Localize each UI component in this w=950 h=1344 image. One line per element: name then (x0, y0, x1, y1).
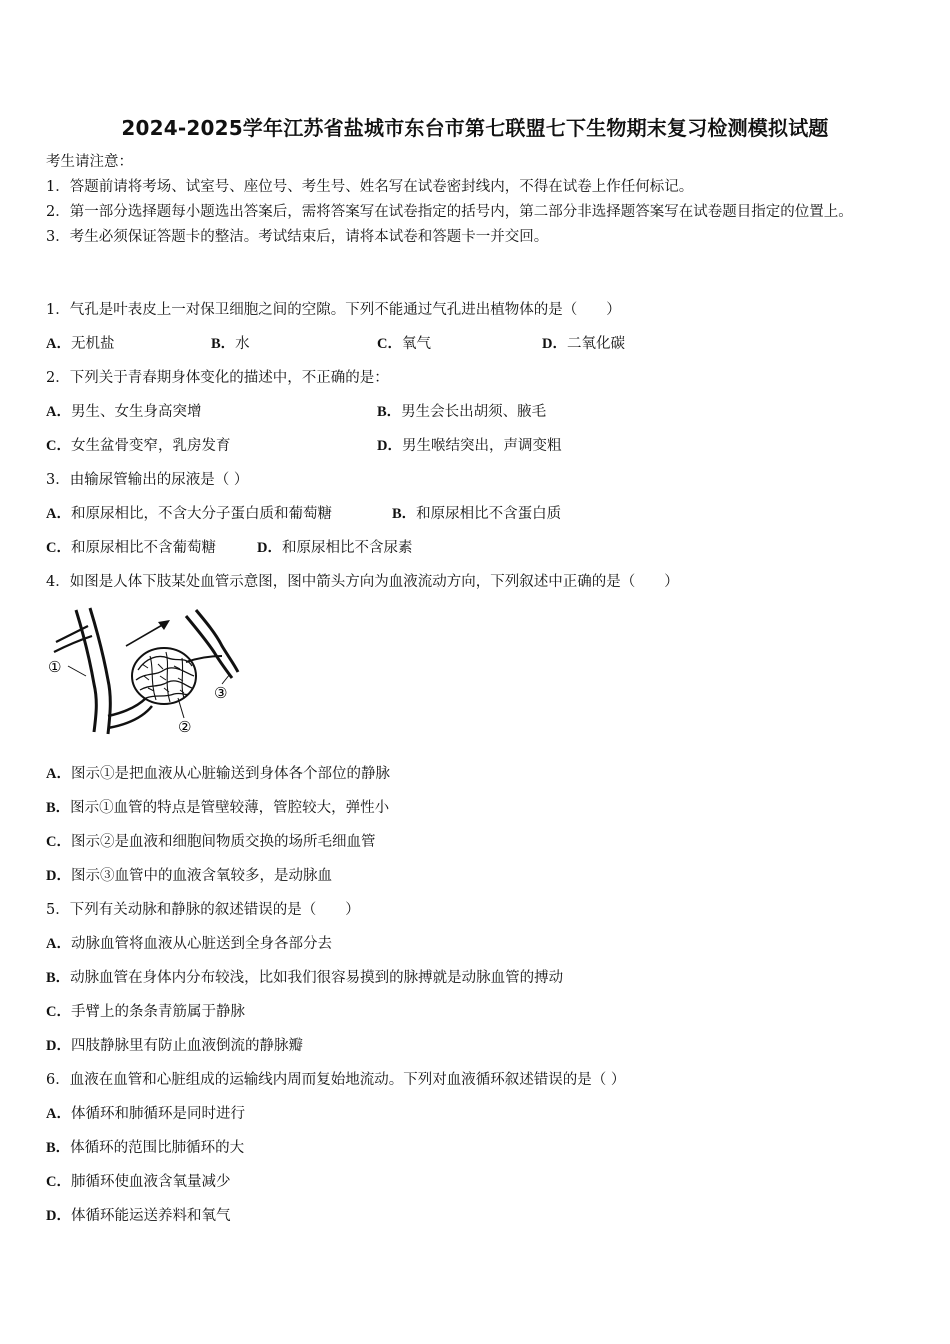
option-d[interactable]: D．四肢静脉里有防止血液倒流的静脉瓣 (46, 1038, 303, 1054)
option-b[interactable]: B．体循环的范围比肺循环的大 (46, 1140, 245, 1156)
option-d[interactable]: D．男生喉结突出，声调变粗 (377, 438, 562, 454)
notice-item: 2．第一部分选择题每小题选出答案后，需将答案写在试卷指定的括号内，第二部分非选择题答案写在试卷题目指定的位置上。 (46, 204, 853, 220)
question-4-stem: 4．如图是人体下肢某处血管示意图，图中箭头方向为血液流动方向，下列叙述中正确的是（ ） (46, 574, 679, 590)
notice-item: 1．答题前请将考场、试室号、座位号、考生号、姓名写在试卷密封线内，不得在试卷上作任何标记。 (46, 179, 694, 195)
option-c[interactable]: C．女生盆骨变窄，乳房发育 (46, 438, 231, 454)
figure-label-2: ② (178, 718, 192, 736)
figure-label-1: ① (48, 658, 62, 676)
question-2-stem: 2．下列关于青春期身体变化的描述中，不正确的是： (46, 370, 389, 386)
option-d[interactable]: D．图示③血管中的血液含氧较多，是动脉血 (46, 868, 332, 884)
label-leader (178, 698, 184, 718)
option-c[interactable]: C．和原尿相比不含葡萄糖 (46, 540, 216, 556)
option-b[interactable]: B．和原尿相比不含蛋白质 (392, 506, 562, 522)
question-5-stem: 5．下列有关动脉和静脉的叙述错误的是（ ） (46, 902, 360, 918)
label-leader (68, 666, 86, 676)
option-b[interactable]: B．图示①血管的特点是管壁较薄，管腔较大，弹性小 (46, 800, 390, 816)
option-c[interactable]: C．手臂上的条条青筋属于静脉 (46, 1004, 245, 1020)
label-leader (222, 674, 230, 684)
question-1-stem: 1．气孔是叶表皮上一对保卫细胞之间的空隙。下列不能通过气孔进出植物体的是（ ） (46, 302, 621, 318)
option-d[interactable]: D．二氧化碳 (542, 336, 625, 352)
option-d[interactable]: D．和原尿相比不含尿素 (257, 540, 413, 556)
page-title: 2024-2025学年江苏省盐城市东台市第七联盟七下生物期末复习检测模拟试题 (121, 116, 829, 140)
option-a[interactable]: A．图示①是把血液从心脏输送到身体各个部位的静脉 (46, 766, 390, 782)
flow-arrow (126, 624, 164, 646)
notice-item: 3．考生必须保证答题卡的整洁。考试结束后，请将本试卷和答题卡一并交回。 (46, 229, 549, 245)
question-6-stem: 6．血液在血管和心脏组成的运输线内周而复始地流动。下列对血液循环叙述错误的是（ ） (46, 1072, 626, 1088)
notice-heading: 考生请注意： (46, 154, 133, 170)
option-c[interactable]: C．图示②是血液和细胞间物质交换的场所毛细血管 (46, 834, 376, 850)
option-b[interactable]: B．动脉血管在身体内分布较浅，比如我们很容易摸到的脉搏就是动脉血管的搏动 (46, 970, 564, 986)
question-3-stem: 3．由输尿管输出的尿液是（ ） (46, 472, 249, 488)
option-b[interactable]: B．水 (211, 336, 250, 352)
option-b[interactable]: B．男生会长出胡须、腋毛 (377, 404, 547, 420)
option-d[interactable]: D．体循环能运送养料和氧气 (46, 1208, 231, 1224)
option-c[interactable]: C．肺循环使血液含氧量减少 (46, 1174, 231, 1190)
vessel-3-outline (196, 610, 238, 672)
option-a[interactable]: A．动脉血管将血液从心脏送到全身各部分去 (46, 936, 332, 952)
option-a[interactable]: A．无机盐 (46, 336, 115, 352)
vessel-connector (108, 698, 146, 716)
flow-arrow-head (158, 620, 170, 630)
figure-label-3: ③ (214, 684, 228, 702)
capillary-network (132, 648, 196, 704)
option-a[interactable]: A．男生、女生身高突增 (46, 404, 202, 420)
notice-block (46, 150, 906, 250)
option-a[interactable]: A．和原尿相比，不含大分子蛋白质和葡萄糖 (46, 506, 332, 522)
option-c[interactable]: C．氧气 (377, 336, 431, 352)
blood-vessel-figure (46, 606, 242, 738)
vessel-1-outline (76, 610, 96, 732)
option-a[interactable]: A．体循环和肺循环是同时进行 (46, 1106, 245, 1122)
